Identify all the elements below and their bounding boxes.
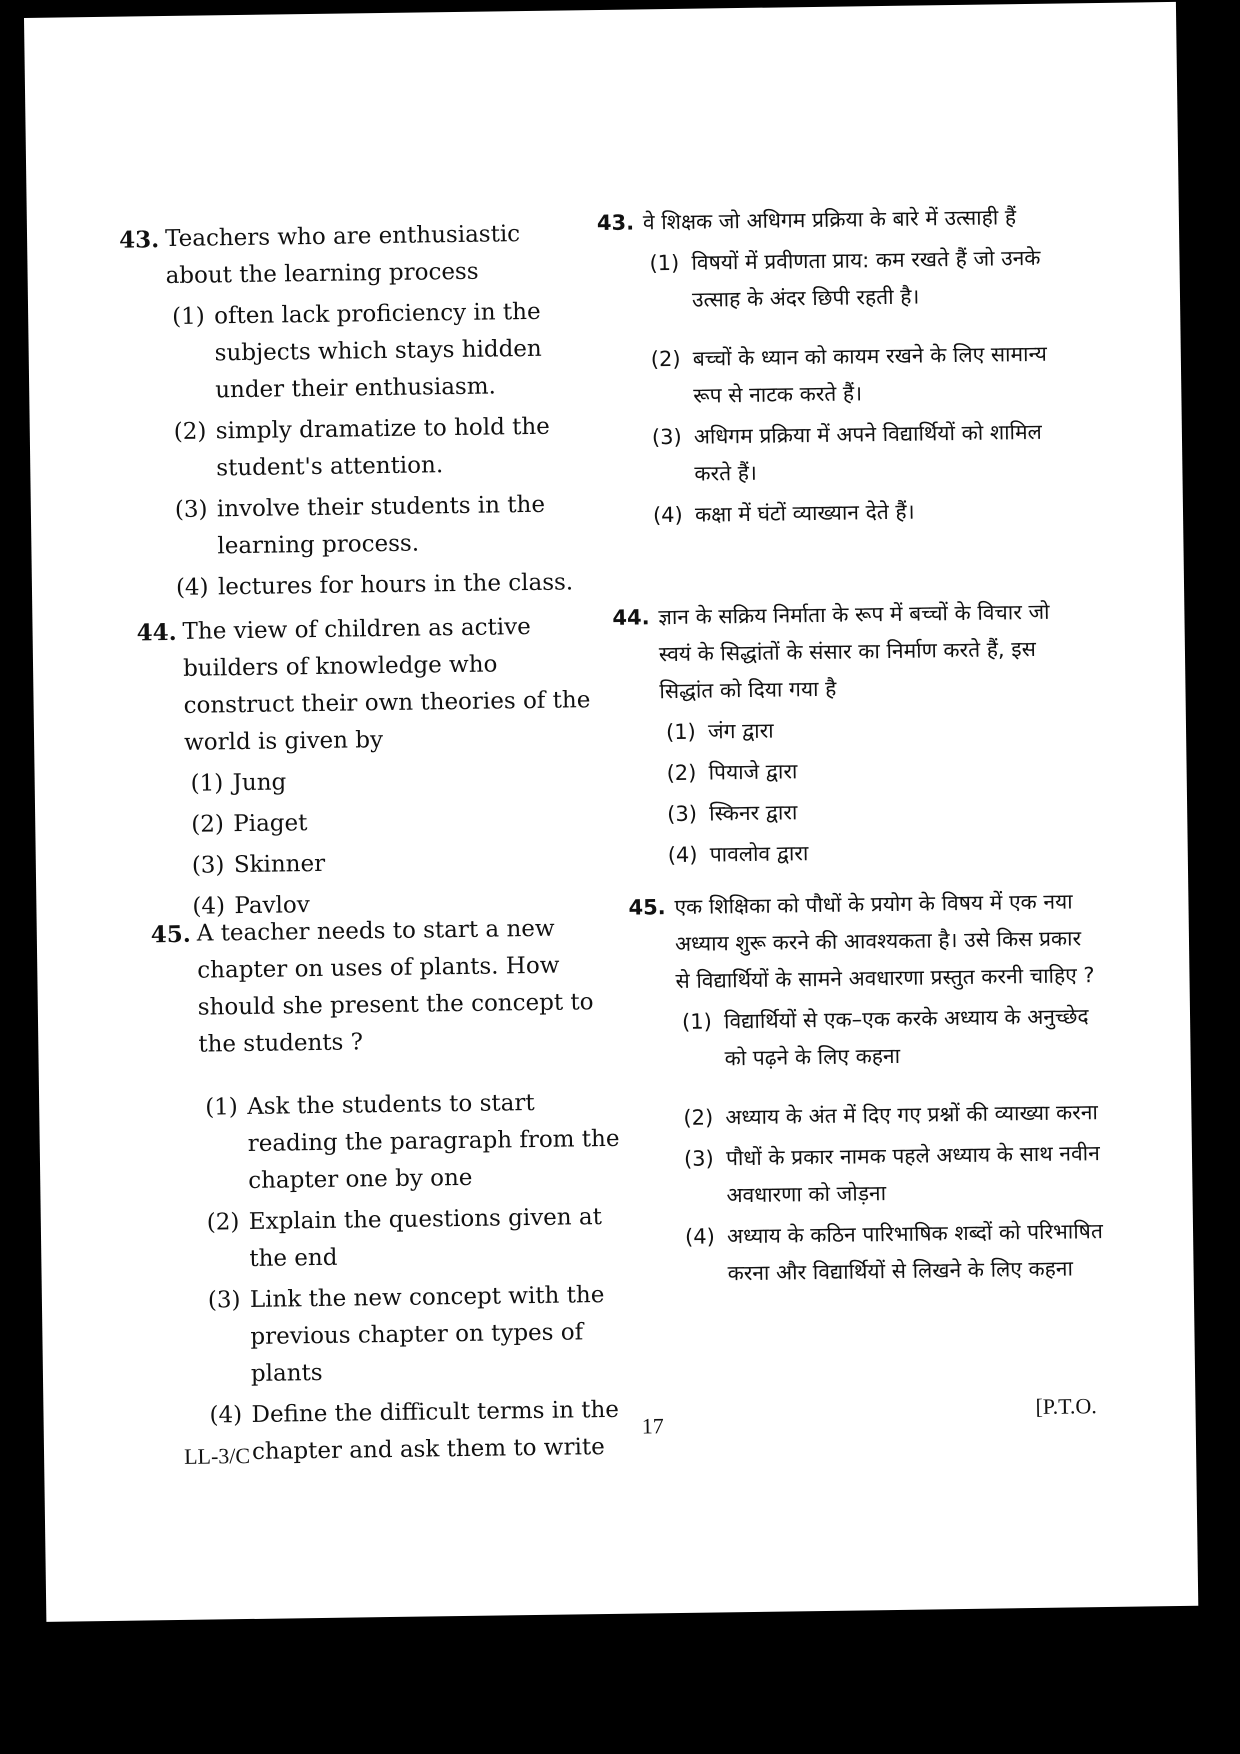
question-stem [628,883,1100,1001]
option-item [667,831,1085,874]
question-number: 45. [628,895,666,920]
option-label: (1) [190,770,224,797]
question-text: वे शिक्षक जो अधिगम प्रक्रिया के बारे में उत्साही हैं [642,205,1017,235]
option-label: (4) [209,1402,243,1429]
option-text: Piaget [233,810,308,838]
option-item [192,842,610,885]
question-stem [119,215,590,296]
question-44-hi [612,593,1086,879]
option-text: often lack proficiency in the subjects which stays hidden under their enthusiasm. [214,298,542,404]
booklet-code: LL-3/C [183,1442,251,1469]
option-label: (2) [206,1209,240,1236]
option-text: पियाजे द्वारा [708,759,798,785]
option-text: Pavlov [234,892,310,920]
option-text: अधिगम प्रक्रिया में अपने विद्यार्थियों को शामिल करते हैं। [693,419,1042,486]
option-text: अध्याय के अंत में दिए गए प्रश्नों की व्याख्या करना [725,1100,1099,1130]
question-stem [151,910,623,1065]
option-label: (2) [650,346,681,372]
option-label: (3) [651,424,682,450]
option-item [666,708,1084,751]
question-text: Teachers who are enthusiastic about the learning process [164,221,521,290]
option-label: (4) [684,1224,715,1249]
option-text: विद्यार्थियों से एक–एक करके अध्याय के अनुच्छेद को पढ़ने के लिए कहना [723,1004,1089,1071]
option-label: (1) [681,1009,712,1034]
option-text: स्किनर द्वारा [709,800,798,826]
option-label: (1) [665,719,696,745]
option-list [597,239,1071,535]
option-text: Skinner [233,850,326,879]
option-text: Explain the questions given at the end [248,1204,603,1272]
option-item [205,1084,625,1201]
option-text: Jung [232,769,287,797]
option-label: (2) [173,418,207,445]
question-44-en [136,608,610,931]
page-number: 17 [641,1413,664,1439]
question-stem [597,198,1067,242]
option-item [191,801,609,844]
option-text: बच्चों के ध्यान को कायम रखने के लिए सामान्य रूप से नाटक करते हैं। [692,341,1048,408]
question-text: ज्ञान के सक्रिय निर्माता के रूप में बच्चों के विचार जो स्वयं के सिद्धांतों के संसार का निर्माण करते हैं, इस सिद्धांत को दिया गया है [658,599,1050,704]
option-item [208,1277,628,1394]
option-label: (1) [205,1094,239,1121]
option-item [209,1392,628,1472]
question-43-en [119,215,594,612]
option-label: (3) [174,496,208,523]
question-number: 45. [150,920,192,949]
option-item [190,760,608,803]
option-text: पौधों के प्रकार नामक पहले अध्याय के साथ नवीन अवधारणा को जोड़ना [725,1141,1100,1208]
option-label: (4) [652,502,683,528]
option-label: (3) [667,801,698,827]
option-item [667,790,1085,833]
option-label: (4) [667,842,698,868]
option-text: कक्षा में घंटों व्याख्यान देते हैं। [694,499,915,527]
option-label: (1) [172,303,205,330]
option-text: involve their students in the learning process. [216,491,546,560]
option-text: simply dramatize to hold the student's attention. [215,413,551,482]
option-item [175,486,594,566]
question-45-en [151,910,629,1477]
option-item [176,564,594,607]
option-item [172,293,592,410]
option-item [666,749,1084,792]
question-text: A teacher needs to start a new chapter on uses of plants. How should she present the concept to the students ? [196,915,594,1058]
option-item [684,1135,1103,1215]
question-number: 43. [118,226,160,254]
question-45-hi [628,883,1104,1298]
option-item [683,1094,1101,1137]
question-text: एक शिक्षिका को पौधों के प्रयोग के विषय में एक नया अध्याय शुरू करने की आवश्यकता है। उसे किस प्रकार से विद्यार्थियों के सामने अवधारणा प्रस्तुत करनी चाहिए ? [674,889,1095,993]
option-item [649,239,1068,319]
option-item [682,998,1101,1078]
option-list [153,1084,628,1473]
pto-label: [P.T.O. [1035,1393,1097,1420]
question-number: 44. [612,605,650,630]
option-list [120,293,594,608]
option-label: (1) [649,250,680,276]
option-text: विषयों में प्रवीणता प्राय: कम रखते हैं जो उनके उत्साह के अंदर छिपी रहती है। [691,245,1041,312]
question-number: 44. [136,618,177,647]
option-label: (2) [683,1105,714,1130]
option-item [207,1199,626,1279]
option-item [651,335,1070,415]
option-text: lectures for hours in the class. [217,569,574,601]
option-list [630,998,1104,1294]
option-item [652,413,1071,493]
option-label: (4) [192,893,226,920]
option-label: (3) [683,1146,714,1171]
option-text: पावलोव द्वारा [709,841,809,867]
option-text: Define the difficult terms in the chapter and ask them to write [251,1396,620,1465]
question-stem [136,608,608,763]
option-label: (3) [191,852,225,879]
question-stem [612,593,1084,711]
option-list [614,708,1086,875]
option-label: (4) [175,574,209,601]
option-text: Ask the students to start reading the paragraph from the chapter one by one [247,1089,620,1194]
option-text: जंग द्वारा [707,718,774,744]
option-label: (2) [666,760,697,786]
option-text: Link the new concept with the previous chapter on types of plants [249,1282,605,1387]
question-number: 43. [596,210,635,236]
option-label: (2) [191,811,225,838]
option-label: (3) [207,1287,241,1314]
option-item [685,1213,1104,1293]
option-item [653,491,1071,534]
exam-page [24,2,1198,1622]
question-43-hi [597,198,1072,539]
option-text: अध्याय के कठिन पारिभाषिक शब्दों को परिभाषित करना और विद्यार्थियों से लिखने के लिए कहना [726,1219,1103,1286]
question-text: The view of children as active builders of knowledge who construct their own theories of the world is given by [182,613,591,756]
option-list [138,760,610,927]
option-item [174,408,593,488]
